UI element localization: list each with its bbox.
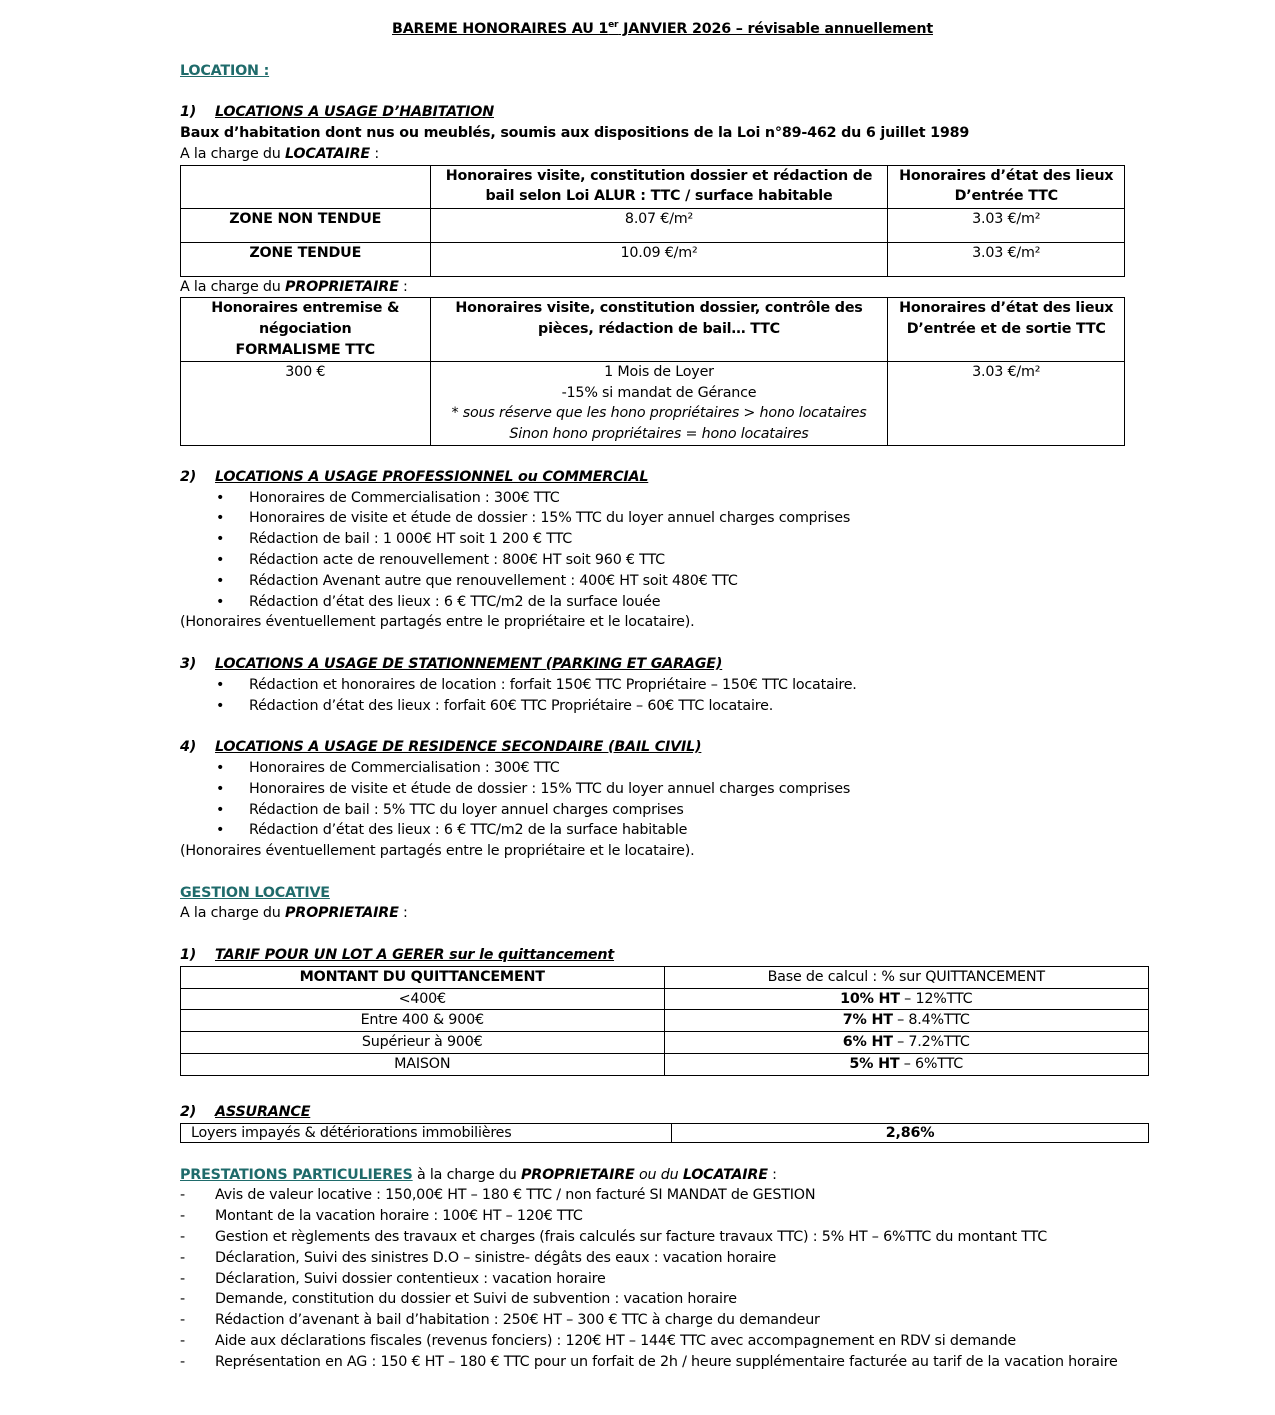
list-item: - Montant de la vacation horaire : 100€ HT – 120€ TTC [180, 1206, 1155, 1227]
table-row: <400€ 10% HT – 12%TTC [181, 988, 1149, 1010]
table-row: 300 € 1 Mois de Loyer -15% si mandat de Gérance * sous réserve que les hono propriétaires > hono locataires Sinon hono propriétaires = hono locataires 3.03 €/m² [181, 361, 1125, 445]
section-habitation-heading: 1) LOCATIONS A USAGE D’HABITATION [180, 104, 494, 121]
residence-note: (Honoraires éventuellement partagés entre le propriétaire et le locataire). [180, 843, 695, 860]
section-commercial-heading: 2) LOCATIONS A USAGE PROFESSIONNEL ou COMMERCIAL [180, 468, 649, 485]
assurance-table [180, 1123, 1149, 1143]
table-header-row: Honoraires entremise & négociation FORMALISME TTC Honoraires visite, constitution dossier, contrôle des pièces, rédaction de bail… TTC Honoraires d’état des lieux D’entrée et de sortie TTC [181, 298, 1125, 361]
page-title: BAREME HONORAIRES AU 1er JANVIER 2026 – révisable annuellement [392, 20, 933, 37]
list-item: • Rédaction de bail : 5% TTC du loyer annuel charges comprises [180, 800, 1155, 821]
list-item: • Rédaction et honoraires de location : forfait 150€ TTC Propriétaire – 150€ TTC locataire. [180, 675, 1155, 696]
list-item: - Rédaction d’avenant à bail d’habitation : 250€ HT – 300 € TTC à charge du demandeur [180, 1310, 1155, 1331]
list-item: - Demande, constitution du dossier et Suivi de subvention : vacation horaire [180, 1289, 1155, 1310]
commercial-list [180, 488, 1155, 613]
list-item: - Déclaration, Suivi dossier contentieux : vacation horaire [180, 1269, 1155, 1290]
residence-list [180, 758, 1155, 841]
list-item: • Honoraires de visite et étude de dossier : 15% TTC du loyer annuel charges comprises [180, 779, 1155, 800]
list-item: • Rédaction acte de renouvellement : 800€ HT soit 960 € TTC [180, 550, 1155, 571]
table-row: Entre 400 & 900€ 7% HT – 8.4%TTC [181, 1010, 1149, 1032]
gestion-heading: GESTION LOCATIVE [180, 884, 330, 901]
proprietaire-fees-table [180, 297, 1125, 446]
table-header-row: MONTANT DU QUITTANCEMENT Base de calcul : % sur QUITTANCEMENT [181, 966, 1149, 988]
section-parking-heading: 3) LOCATIONS A USAGE DE STATIONNEMENT (PARKING ET GARAGE) [180, 655, 723, 672]
list-item: - Avis de valeur locative : 150,00€ HT – 180 € TTC / non facturé SI MANDAT de GESTION [180, 1185, 1155, 1206]
list-item: • Rédaction d’état des lieux : 6 € TTC/m2 de la surface louée [180, 592, 1155, 613]
list-item: • Honoraires de Commercialisation : 300€ TTC [180, 758, 1155, 779]
section-habitation-subtitle: Baux d’habitation dont nus ou meublés, soumis aux dispositions de la Loi n°89-462 du 6 juillet 1989 [180, 124, 970, 141]
table-row: Loyers impayés & détériorations immobilières 2,86% [181, 1123, 1149, 1142]
section-assurance-heading: 2) ASSURANCE [180, 1103, 311, 1120]
document-page [180, 19, 1155, 1373]
list-item: - Représentation en AG : 150 € HT – 180 € TTC pour un forfait de 2h / heure supplémentaire facturée au tarif de la vacation horaire [180, 1352, 1155, 1373]
location-heading: LOCATION : [180, 62, 270, 79]
prestations-heading: PRESTATIONS PARTICULIERES [180, 1166, 413, 1183]
parking-list [180, 675, 1155, 717]
table-row: ZONE NON TENDUE 8.07 €/m² 3.03 €/m² [181, 208, 1125, 242]
table-row: ZONE TENDUE 10.09 €/m² 3.03 €/m² [181, 242, 1125, 276]
section-residence-heading: 4) LOCATIONS A USAGE DE RESIDENCE SECONDAIRE (BAIL CIVIL) [180, 739, 702, 756]
list-item: • Honoraires de Commercialisation : 300€ TTC [180, 488, 1155, 509]
table-header-row: Honoraires visite, constitution dossier et rédaction de bail selon Loi ALUR : TTC / surface habitable Honoraires d’état des lieux D’entrée TTC [181, 165, 1125, 208]
charge-proprietaire-label: A la charge du PROPRIETAIRE : [180, 278, 408, 295]
prestations-list [180, 1185, 1155, 1372]
list-item: • Rédaction d’état des lieux : forfait 60€ TTC Propriétaire – 60€ TTC locataire. [180, 696, 1155, 717]
section-tarif-heading: 1) TARIF POUR UN LOT A GERER sur le quittancement [180, 947, 615, 964]
table-row: Supérieur à 900€ 6% HT – 7.2%TTC [181, 1032, 1149, 1054]
prestations-heading-line: PRESTATIONS PARTICULIERES à la charge du PROPRIETAIRE ou du LOCATAIRE : [180, 1166, 777, 1183]
list-item: • Honoraires de visite et étude de dossier : 15% TTC du loyer annuel charges comprises [180, 508, 1155, 529]
list-item: - Déclaration, Suivi des sinistres D.O – sinistre- dégâts des eaux : vacation horaire [180, 1248, 1155, 1269]
list-item: • Rédaction de bail : 1 000€ HT soit 1 200 € TTC [180, 529, 1155, 550]
commercial-note: (Honoraires éventuellement partagés entre le propriétaire et le locataire). [180, 614, 695, 631]
list-item: • Rédaction Avenant autre que renouvellement : 400€ HT soit 480€ TTC [180, 571, 1155, 592]
charge-proprietaire-label: A la charge du PROPRIETAIRE : [180, 905, 408, 922]
locataire-fees-table [180, 165, 1125, 277]
charge-locataire-label: A la charge du LOCATAIRE : [180, 145, 379, 162]
list-item: - Aide aux déclarations fiscales (revenus fonciers) : 120€ HT – 144€ TTC avec accompagnement en RDV si demande [180, 1331, 1155, 1352]
list-item: - Gestion et règlements des travaux et charges (frais calculés sur facture travaux TTC) : 5% HT – 6%TTC du montant TTC [180, 1227, 1155, 1248]
quittancement-table [180, 966, 1149, 1076]
list-item: • Rédaction d’état des lieux : 6 € TTC/m2 de la surface habitable [180, 820, 1155, 841]
table-row: MAISON 5% HT – 6%TTC [181, 1054, 1149, 1076]
